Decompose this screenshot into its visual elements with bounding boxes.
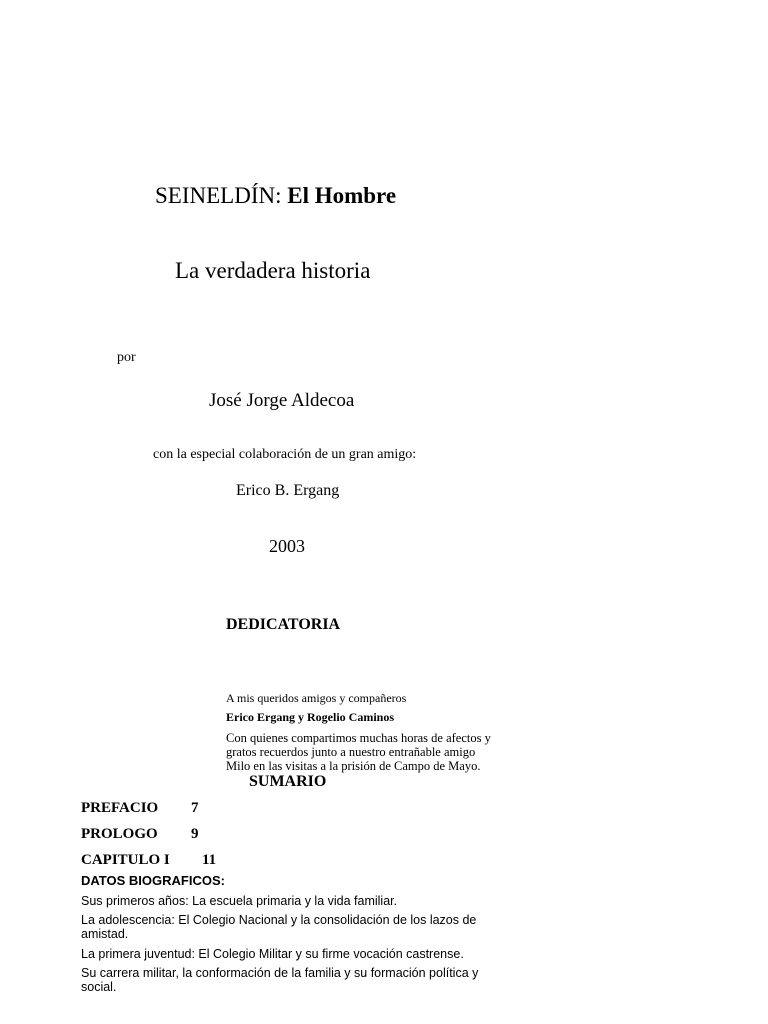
toc-entry-page: 9 xyxy=(191,826,199,842)
book-subtitle: La verdadera historia xyxy=(175,258,371,283)
list-item: La primera juventud: El Colegio Militar y su firme vocación castrense. xyxy=(81,947,464,961)
dedication-names: Erico Ergang y Rogelio Caminos xyxy=(226,710,394,724)
dedication-line: Con quienes compartimos muchas horas de afectos y xyxy=(226,731,491,745)
list-item: Su carrera militar, la conformación de la familia y su formación política y xyxy=(81,966,479,980)
book-title-bold: El Hombre xyxy=(287,183,397,208)
dedication-line: Milo en las visitas a la prisión de Campo de Mayo. xyxy=(226,759,481,773)
list-item-continuation: social. xyxy=(81,980,117,994)
toc-entry-page: 7 xyxy=(191,800,199,816)
summary-heading: SUMARIO xyxy=(249,773,327,790)
book-title xyxy=(155,183,396,209)
dedication-line: A mis queridos amigos y compañeros xyxy=(226,691,407,705)
collaboration-text: con la especial colaboración de un gran amigo: xyxy=(153,447,417,462)
toc-entry-label: PROLOGO xyxy=(81,826,158,842)
section-heading: DATOS BIOGRAFICOS: xyxy=(81,873,225,888)
collaborator-name: Erico B. Ergang xyxy=(236,482,340,499)
toc-entry-label: PREFACIO xyxy=(81,800,159,816)
author-name: José Jorge Aldecoa xyxy=(209,390,355,411)
list-item: La adolescencia: El Colegio Nacional y la consolidación de los lazos de xyxy=(81,913,477,927)
dedication-line: gratos recuerdos junto a nuestro entrañable amigo xyxy=(226,745,476,759)
toc-entry-label: CAPITULO I xyxy=(81,852,170,868)
list-item-continuation: amistad. xyxy=(81,927,129,941)
dedication-heading: DEDICATORIA xyxy=(226,616,341,633)
list-item: Sus primeros años: La escuela primaria y la vida familiar. xyxy=(81,894,398,908)
publication-year: 2003 xyxy=(269,536,305,556)
book-title-name: SEINELDÍN: xyxy=(155,183,288,208)
toc-entry-page: 11 xyxy=(202,852,217,868)
by-label: por xyxy=(117,350,136,365)
